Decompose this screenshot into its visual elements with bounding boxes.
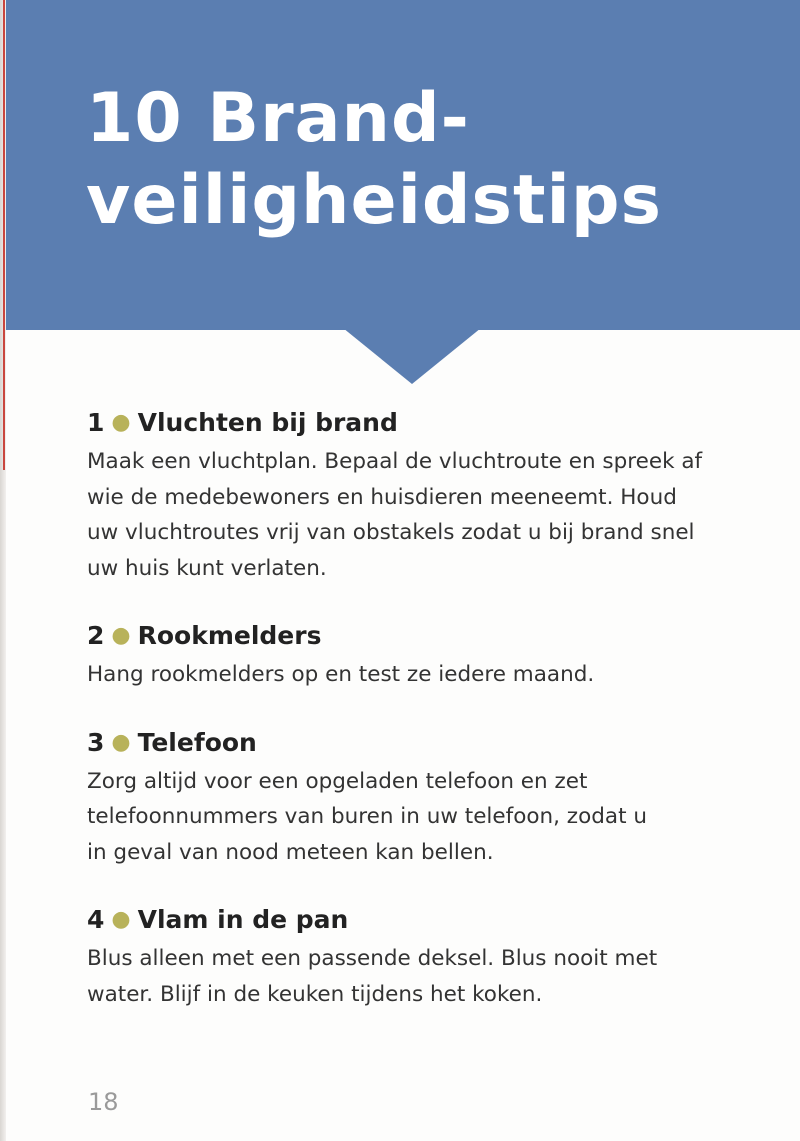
header-pointer-arrow [343,328,481,384]
title-line-1: 10 Brand- [86,79,470,158]
title-line-2: veiligheidstips [86,161,662,240]
tip-number: 4 [87,905,105,934]
tip-heading [87,901,747,941]
tip-line: Hang rookmelders op en test ze iedere maand. [87,662,595,687]
tip-number: 1 [87,408,105,437]
tips-list [87,404,747,1043]
tip-line: telefoonnummers van buren in uw telefoon, zodat u [87,804,647,829]
bullet-dot-icon: ● [111,623,131,648]
tip-line: Blus alleen met een passende deksel. Blus nooit met [87,946,658,971]
tip-line: Zorg altijd voor een opgeladen telefoon en zet [87,768,588,794]
bullet-dot-icon: ● [111,410,131,435]
tip-number: 2 [87,621,105,650]
tip-body [87,657,747,693]
tip-item [87,901,747,1012]
tip-heading [87,724,747,764]
tip-item [87,404,747,586]
tip-item [87,724,747,871]
tip-title: Rookmelders [137,621,322,650]
tip-body [87,444,747,586]
tip-title: Vlam in de pan [137,905,349,934]
tip-line: uw vluchtroutes vrij van obstakels zodat u bij brand snel [87,520,695,545]
tip-heading [87,404,747,444]
page-number: 18 [88,1088,119,1116]
tip-heading [87,617,747,657]
tip-item [87,617,747,693]
tip-title: Telefoon [137,727,257,757]
tip-line: water. Blijf in de keuken tijdens het koken. [87,981,543,1007]
tip-body [87,764,747,871]
page-title [86,78,662,242]
tip-line: wie de medebewoners en huisdieren meeneemt. Houd [87,484,677,510]
tip-title: Vluchten bij brand [137,408,398,437]
tip-line: uw huis kunt verlaten. [87,555,327,581]
binding-red-line [3,0,5,470]
tip-number: 3 [87,727,105,757]
tip-line: Maak een vluchtplan. Bepaal de vluchtroute en spreek af [87,449,703,474]
tip-line: in geval van nood meteen kan bellen. [87,839,494,865]
tip-body [87,941,747,1012]
bullet-dot-icon: ● [111,729,131,755]
bullet-dot-icon: ● [111,907,131,932]
